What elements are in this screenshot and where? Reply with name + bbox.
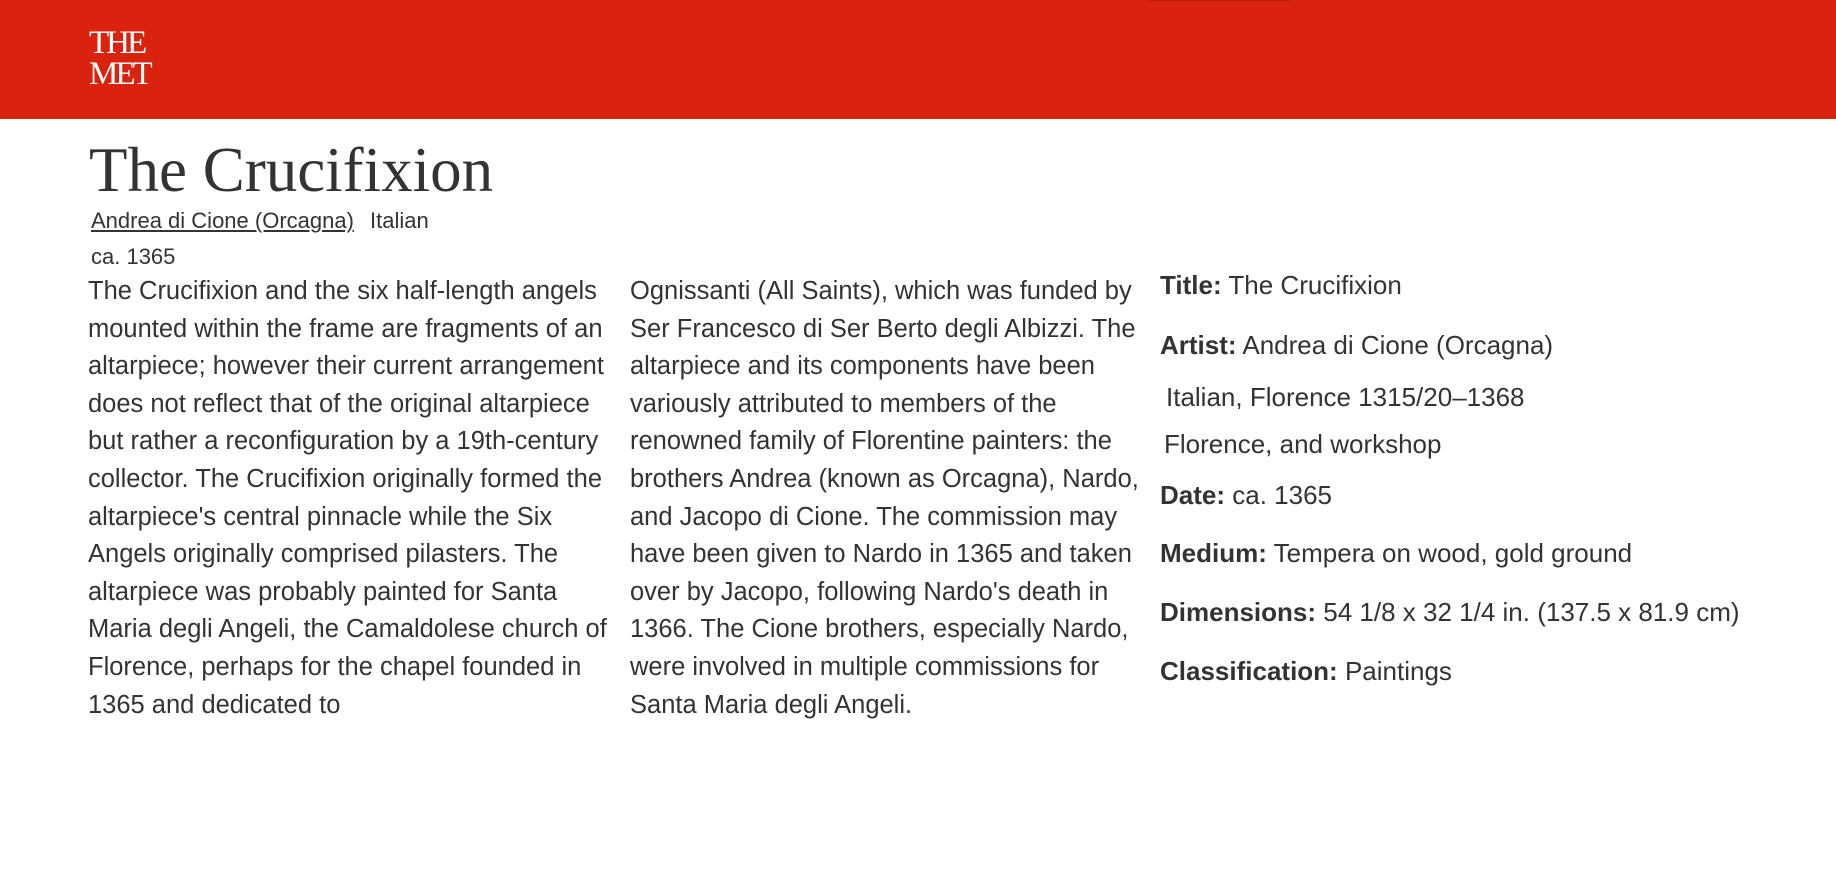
site-header bbox=[0, 0, 1836, 119]
detail-medium-value: Tempera on wood, gold ground bbox=[1273, 538, 1633, 568]
detail-date-value: ca. 1365 bbox=[1232, 480, 1332, 510]
header-accent-line bbox=[1148, 0, 1291, 1]
detail-date bbox=[1160, 478, 1332, 512]
detail-title-value: The Crucifixion bbox=[1228, 270, 1402, 300]
artist-link[interactable]: Andrea di Cione (Orcagna) bbox=[91, 208, 354, 233]
detail-dimensions-value: 54 1/8 x 32 1/4 in. (137.5 x 81.9 cm) bbox=[1323, 597, 1740, 627]
detail-artist-bio-2: Florence, and workshop bbox=[1164, 429, 1442, 459]
logo-line-1: THE bbox=[89, 25, 145, 61]
detail-dimensions-label: Dimensions: bbox=[1160, 597, 1317, 627]
detail-title-label: Title: bbox=[1160, 270, 1222, 300]
detail-medium bbox=[1160, 536, 1632, 570]
artwork-date: ca. 1365 bbox=[91, 244, 176, 269]
detail-classification-value: Paintings bbox=[1344, 656, 1452, 686]
detail-dimensions bbox=[1160, 595, 1740, 629]
artist-nationality: Italian bbox=[370, 208, 429, 233]
description-column-1: The Crucifixion and the six half-length angels mounted within the frame are fragments of an altarpiece; however their current arrangement does not reflect that of the original altarpiece but rather a reconfiguration by a 19th-century collector. The Crucifixion originally formed the altarpiece's central pinnacle while the Six Angels originally comprised pilasters. The altarpiece was probably painted for Santa Maria degli Angeli, the Camaldolese church of Florence, perhaps for the chapel founded in 1365 and dedicated to bbox=[88, 277, 607, 719]
detail-title bbox=[1160, 268, 1402, 302]
detail-medium-label: Medium: bbox=[1160, 538, 1267, 568]
detail-artist-label: Artist: bbox=[1160, 330, 1237, 360]
logo-line-2: MET bbox=[89, 56, 150, 92]
met-logo[interactable] bbox=[89, 25, 150, 92]
detail-artist-value: Andrea di Cione (Orcagna) bbox=[1242, 330, 1554, 360]
detail-artist-bio-1: Italian, Florence 1315/20–1368 bbox=[1166, 382, 1525, 412]
detail-classification-label: Classification: bbox=[1160, 656, 1338, 686]
detail-date-label: Date: bbox=[1160, 480, 1226, 510]
detail-artist bbox=[1160, 328, 1553, 362]
description-column-2: Ognissanti (All Saints), which was funded by Ser Francesco di Ser Berto degli Albizzi. The altarpiece and its components have been variously attributed to members of the renowned family of Florentine painters: the brothers Andrea (known as Orcagna), Nardo, and Jacopo di Cione. The commission may have been given to Nardo in 1365 and taken over by Jacopo, following Nardo's death in 1366. The Cione brothers, especially Nardo, were involved in multiple commissions for Santa Maria degli Angeli. bbox=[630, 277, 1139, 719]
page-title: The Crucifixion bbox=[89, 135, 494, 205]
artwork-byline bbox=[91, 208, 429, 234]
detail-classification bbox=[1160, 654, 1452, 688]
